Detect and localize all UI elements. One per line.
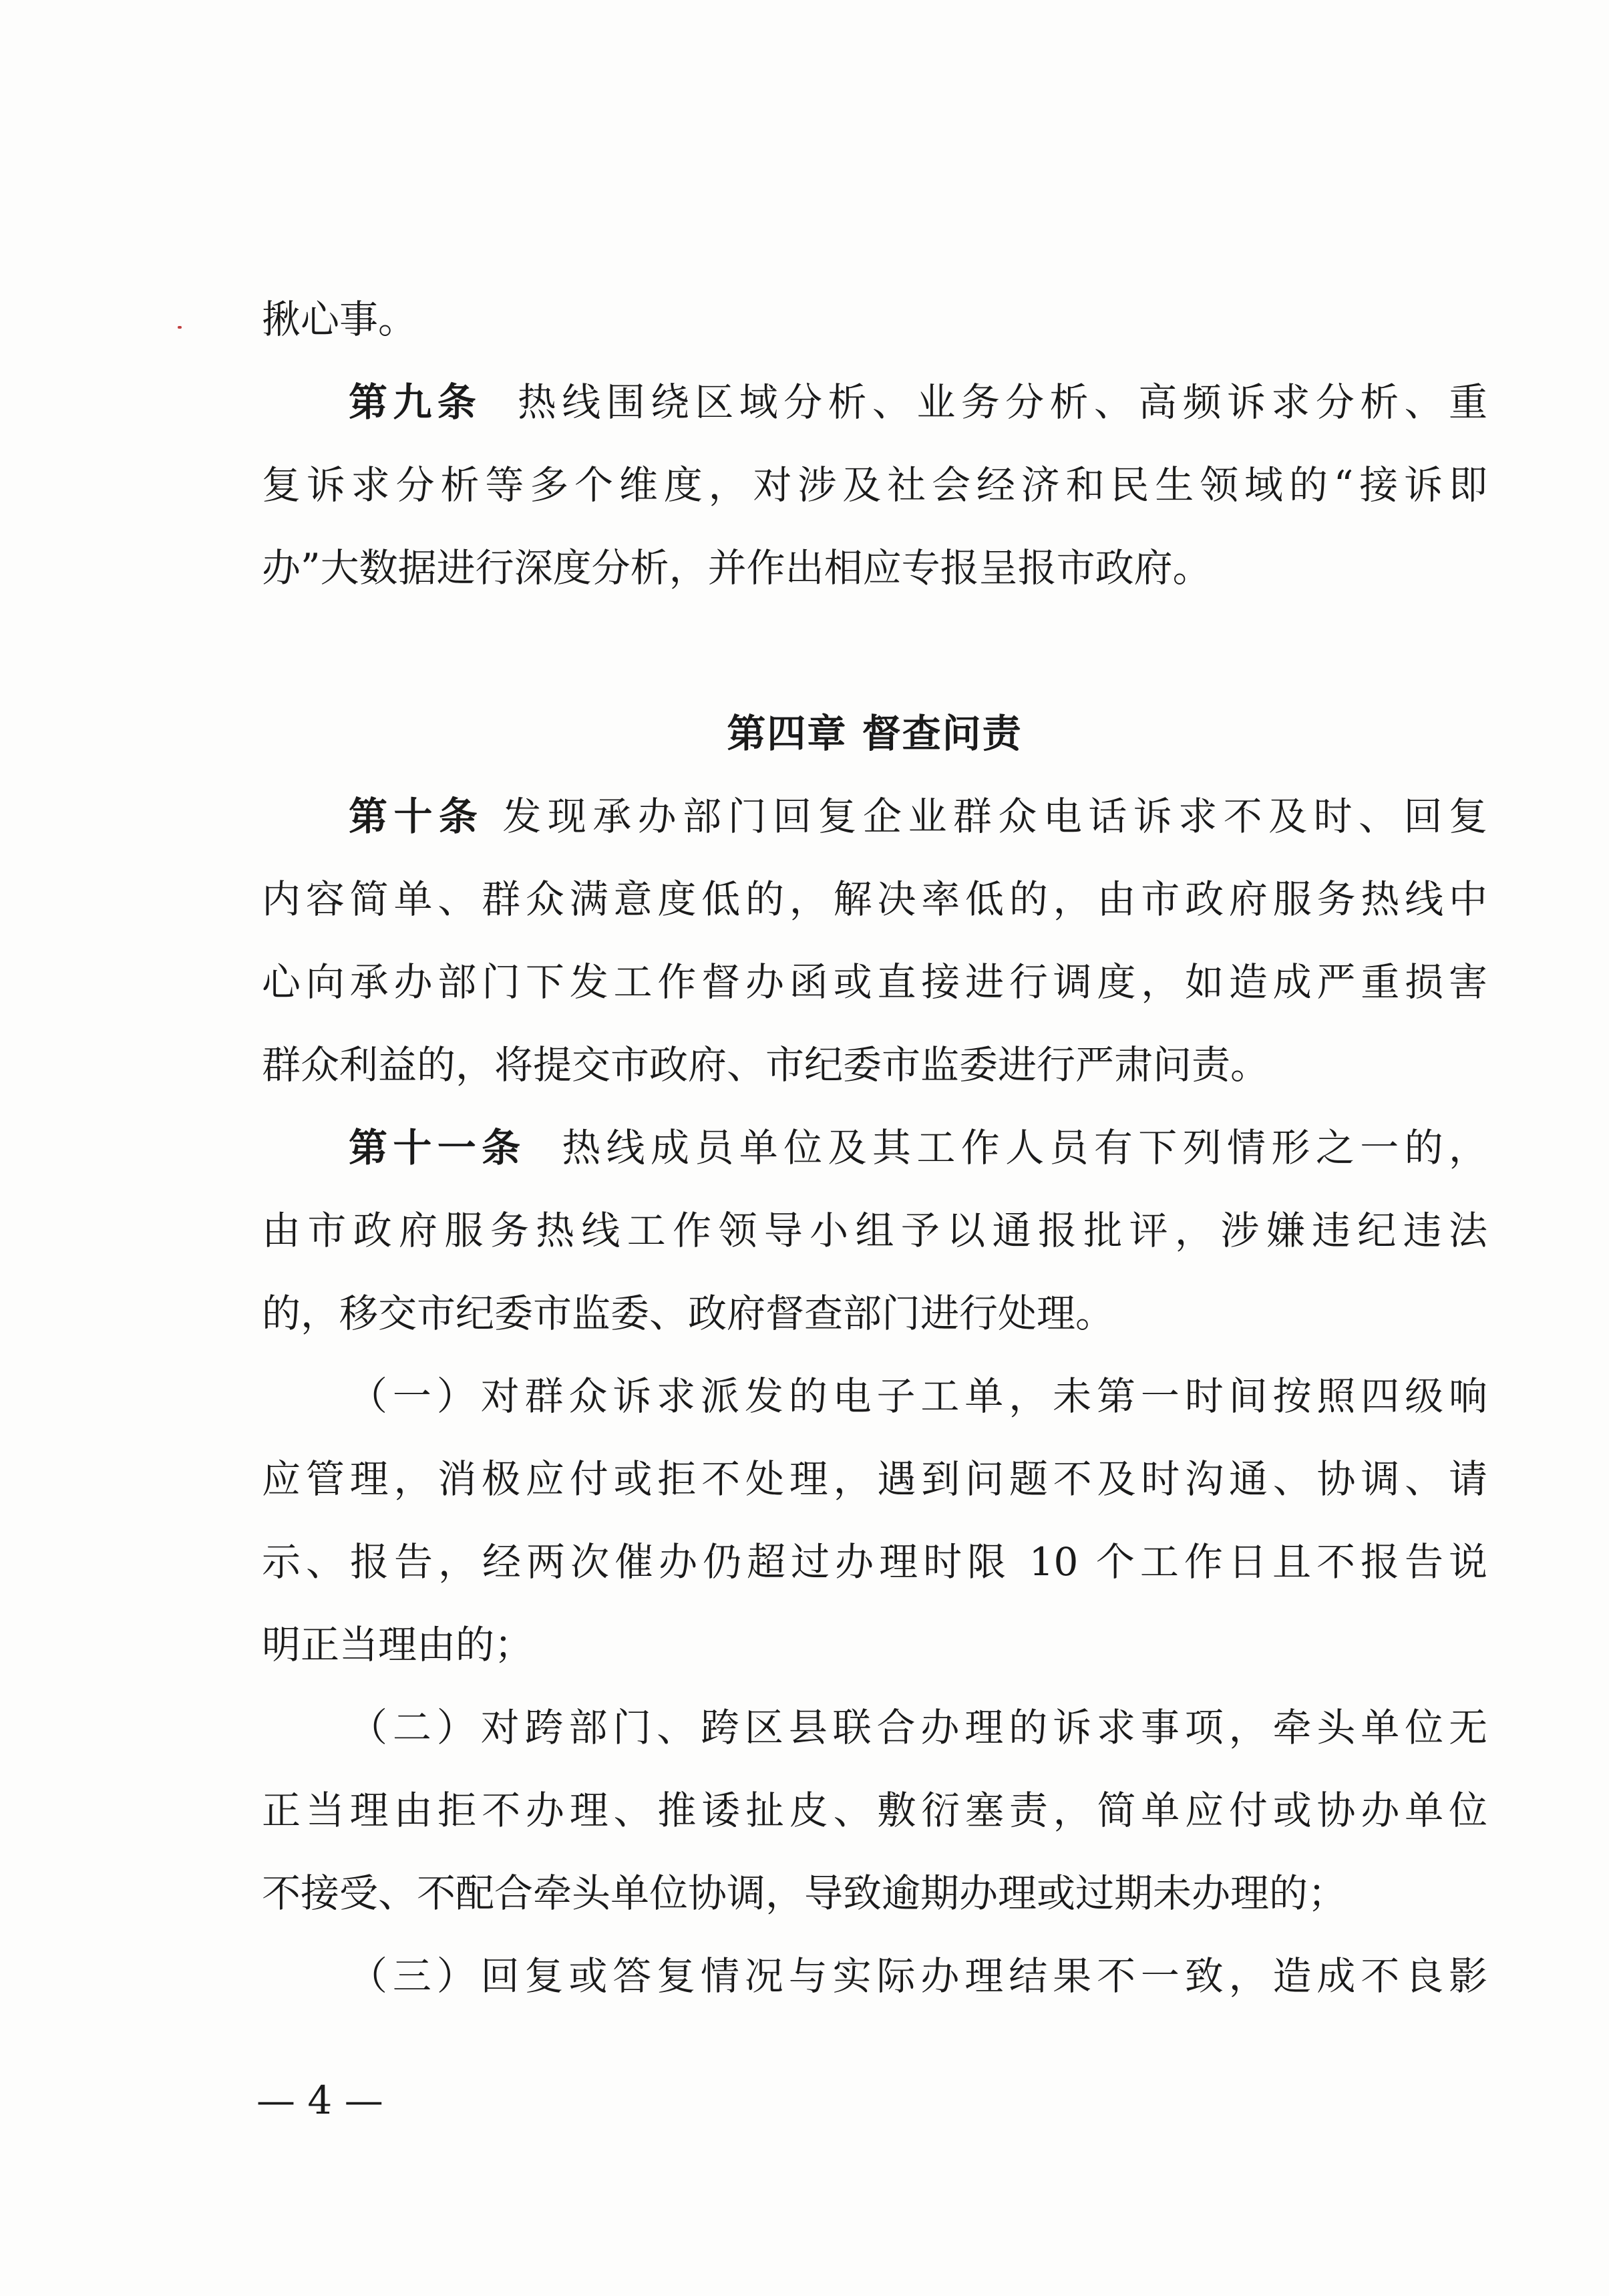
article-10 [262,775,1487,1106]
article-11-line-2: 由市政府服务热线工作领导小组予以通报批评，涉嫌违纪违法 [262,1208,1487,1253]
article-10-line-1: 第十条 发现承办部门回复企业群众电话诉求不及时、回复 [349,794,1487,839]
article-10-line-4: 群众利益的，将提交市政府、市纪委市监委进行严肃问责。 [262,1042,1270,1088]
item-1-line-2: 应管理，消极应付或拒不处理，遇到问题不及时沟通、协调、请 [262,1456,1487,1502]
scan-speck [178,326,182,329]
article-11-line-3: 的，移交市纪委市监委、政府督查部门进行处理。 [262,1291,1115,1336]
article-9-line-2: 复诉求分析等多个维度，对涉及社会经济和民生领域的“接诉即 [262,462,1487,508]
item-2 [262,1686,1487,1935]
document-body [262,278,1487,2017]
item-1-line-4: 明正当理由的； [262,1622,534,1667]
item-1-line-3: 示、报告，经两次催办仍超过办理时限 10 个工作日且不报告说 [262,1539,1487,1585]
article-10-line-2: 内容简单、群众满意度低的，解决率低的，由市政府服务热线中 [262,876,1487,922]
article-10-label: 第十条 [349,794,484,839]
item-2-line-1: （二）对跨部门、跨区县联合办理的诉求事项，牵头单位无 [349,1705,1487,1750]
item-2-line-3: 不接受、不配合牵头单位协调，导致逾期办理或过期未办理的； [262,1870,1347,1916]
item-2-line-2: 正当理由拒不办理、推诿扯皮、敷衍塞责，简单应付或协办单位 [262,1788,1487,1833]
item-1 [262,1355,1487,1686]
item-1-line-1: （一）对群众诉求派发的电子工单，未第一时间按照四级响 [349,1373,1487,1419]
item-3 [262,1935,1487,2017]
article-9 [262,361,1487,609]
continuation-line: 揪心事。 [262,297,417,342]
article-9-label: 第九条 [349,379,482,425]
article-11-label: 第十一条 [349,1125,526,1170]
article-9-line-1: 第九条 热线围绕区域分析、业务分析、高频诉求分析、重 [349,379,1487,425]
item-3-line-1: （三）回复或答复情况与实际办理结果不一致，造成不良影 [349,1953,1487,1999]
article-9-line-3: 办”大数据进行深度分析，并作出相应专报呈报市政府。 [262,545,1212,591]
page-number: — 4 — [256,2078,383,2123]
article-10-line-3: 心向承办部门下发工作督办函或直接进行调度，如造成严重损害 [262,959,1487,1005]
article-11-line-1: 第十一条 热线成员单位及其工作人员有下列情形之一的， [349,1125,1487,1170]
chapter-title: 第四章 督查问责 [727,711,1023,756]
article-11 [262,1106,1487,1355]
